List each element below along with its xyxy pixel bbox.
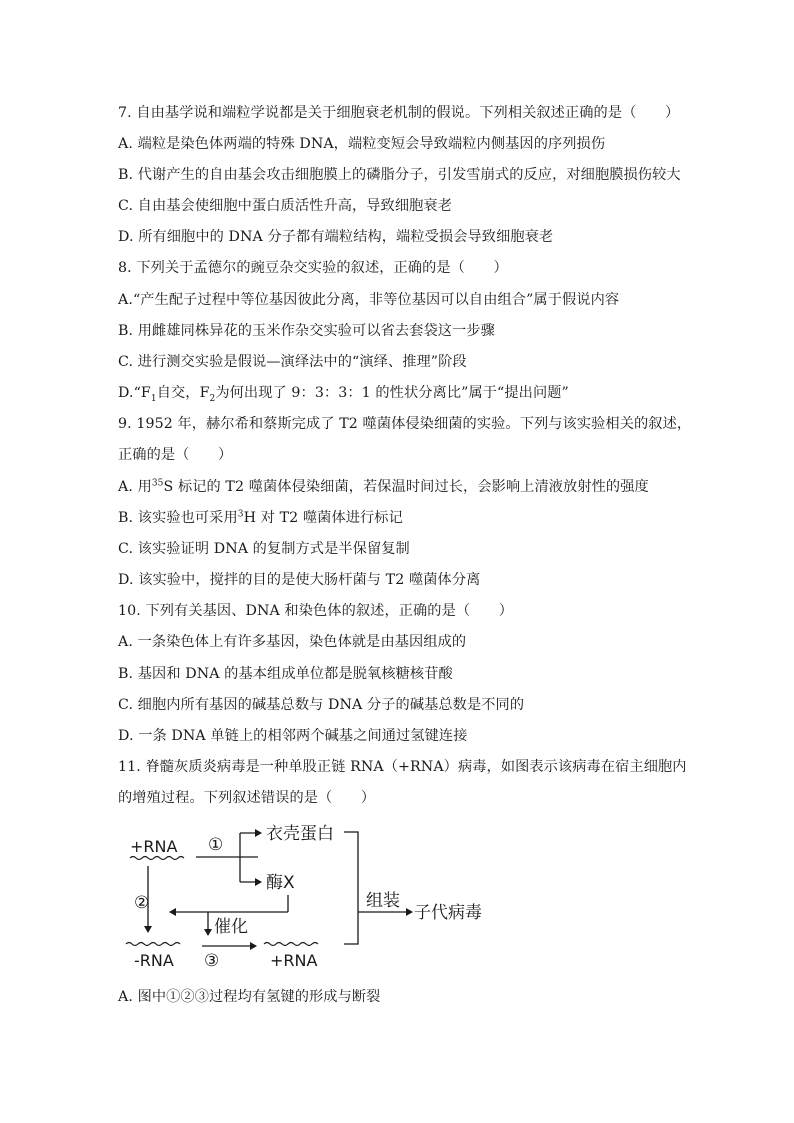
plus-rna-top-wave — [130, 857, 184, 860]
q10-option-b: B. 基因和 DNA 的基本组成单位都是脱氧核糖核苷酸 — [118, 666, 453, 682]
progeny-virus-label: 子代病毒 — [414, 903, 482, 923]
q9-option-b — [118, 508, 403, 528]
q8-d-mid: 自交，F — [156, 385, 210, 401]
coat-protein-label: 衣壳蛋白 — [266, 824, 334, 844]
q7-option-c: C. 自由基会使细胞中蛋白质活性升高，导致细胞衰老 — [118, 198, 452, 214]
q8-option-c: C. 进行测交实验是假说—演绎法中的“演绎、推理”阶段 — [118, 354, 467, 370]
assemble-label: 组装 — [366, 891, 400, 911]
virus-replication-diagram — [118, 820, 498, 980]
q9-a-pre: A. 用 — [118, 479, 152, 495]
assemble-bracket — [344, 832, 358, 944]
plus-rna-bottom-label: +RNA — [270, 951, 318, 970]
diagram-svg — [118, 820, 498, 980]
q8-d-post: 为何出现了 9：3：3：1 的性状分离比”属于“提出问题” — [215, 385, 569, 401]
q9-option-a — [118, 477, 649, 497]
q10-option-c: C. 细胞内所有基因的碱基总数与 DNA 分子的碱基总数是不同的 — [118, 697, 525, 713]
q7-stem: 7. 自由基学说和端粒学说都是关于细胞衰老机制的假说。下列相关叙述正确的是（ ） — [118, 105, 680, 121]
q8-d-pre: D.“F — [118, 385, 151, 401]
minus-rna-label: -RNA — [134, 951, 174, 970]
q9-a-sup: 35 — [151, 478, 164, 489]
q9-stem-line1: 9. 1952 年，赫尔希和蔡斯完成了 T2 噬菌体侵染细菌的实验。下列与该实验相关的叙述， — [118, 416, 692, 432]
q9-option-d: D. 该实验中，搅拌的目的是使大肠杆菌与 T2 噬菌体分离 — [118, 572, 481, 588]
plus-rna-top-label: +RNA — [130, 837, 178, 856]
q10-stem: 10. 下列有关基因、DNA 和染色体的叙述，正确的是（ ） — [118, 603, 514, 619]
q11-stem-line2: 的增殖过程。下列叙述错误的是（ ） — [118, 790, 376, 806]
q8-option-d — [118, 383, 569, 403]
q9-option-c: C. 该实验证明 DNA 的复制方式是半保留复制 — [118, 541, 410, 557]
q9-a-post: S 标记的 T2 噬菌体侵染细菌，若保温时间过长，会影响上清液放射性的强度 — [163, 479, 649, 495]
q11-option-a: A. 图中①②③过程均有氢键的形成与断裂 — [118, 989, 381, 1005]
q8-option-b: B. 用雌雄同株异花的玉米作杂交实验可以省去套袋这一步骤 — [118, 323, 495, 339]
q8-option-a: A.“产生配子过程中等位基因彼此分离，非等位基因可以自由组合”属于假说内容 — [118, 292, 620, 308]
q9-b-post: H 对 T2 噬菌体进行标记 — [243, 510, 403, 526]
q9-b-sup: 3 — [237, 509, 244, 520]
q10-option-d: D. 一条 DNA 单链上的相邻两个碱基之间通过氢键连接 — [118, 728, 468, 744]
q9-stem-line2: 正确的是（ ） — [118, 447, 233, 463]
q8-stem: 8. 下列关于孟德尔的豌豆杂交实验的叙述，正确的是（ ） — [118, 260, 508, 276]
step-3-label: ③ — [204, 951, 220, 971]
step-2-label: ② — [134, 893, 150, 913]
catalyze-label: 催化 — [214, 917, 248, 937]
plus-rna-bottom-wave — [264, 943, 318, 946]
q8-d-sub1: 1 — [150, 393, 157, 404]
enzyme-x-label: 酶X — [266, 873, 295, 893]
q7-option-b: B. 代谢产生的自由基会攻击细胞膜上的磷脂分子，引发雪崩式的反应，对细胞膜损伤较大 — [118, 167, 681, 183]
q8-d-sub2: 2 — [209, 393, 216, 404]
q7-option-d: D. 所有细胞中的 DNA 分子都有端粒结构，端粒受损会导致细胞衰老 — [118, 229, 554, 245]
minus-rna-wave — [126, 943, 180, 946]
q9-b-pre: B. 该实验也可采用 — [118, 510, 238, 526]
step-1-label: ① — [208, 835, 224, 855]
q11-stem-line1: 11. 脊髓灰质炎病毒是一种单股正链 RNA（+RNA）病毒，如图表示该病毒在宿主细胞内 — [118, 759, 687, 775]
q7-option-a: A. 端粒是染色体两端的特殊 DNA，端粒变短会导致端粒内侧基因的序列损伤 — [118, 136, 606, 152]
q10-option-a: A. 一条染色体上有许多基因，染色体就是由基因组成的 — [118, 634, 467, 650]
